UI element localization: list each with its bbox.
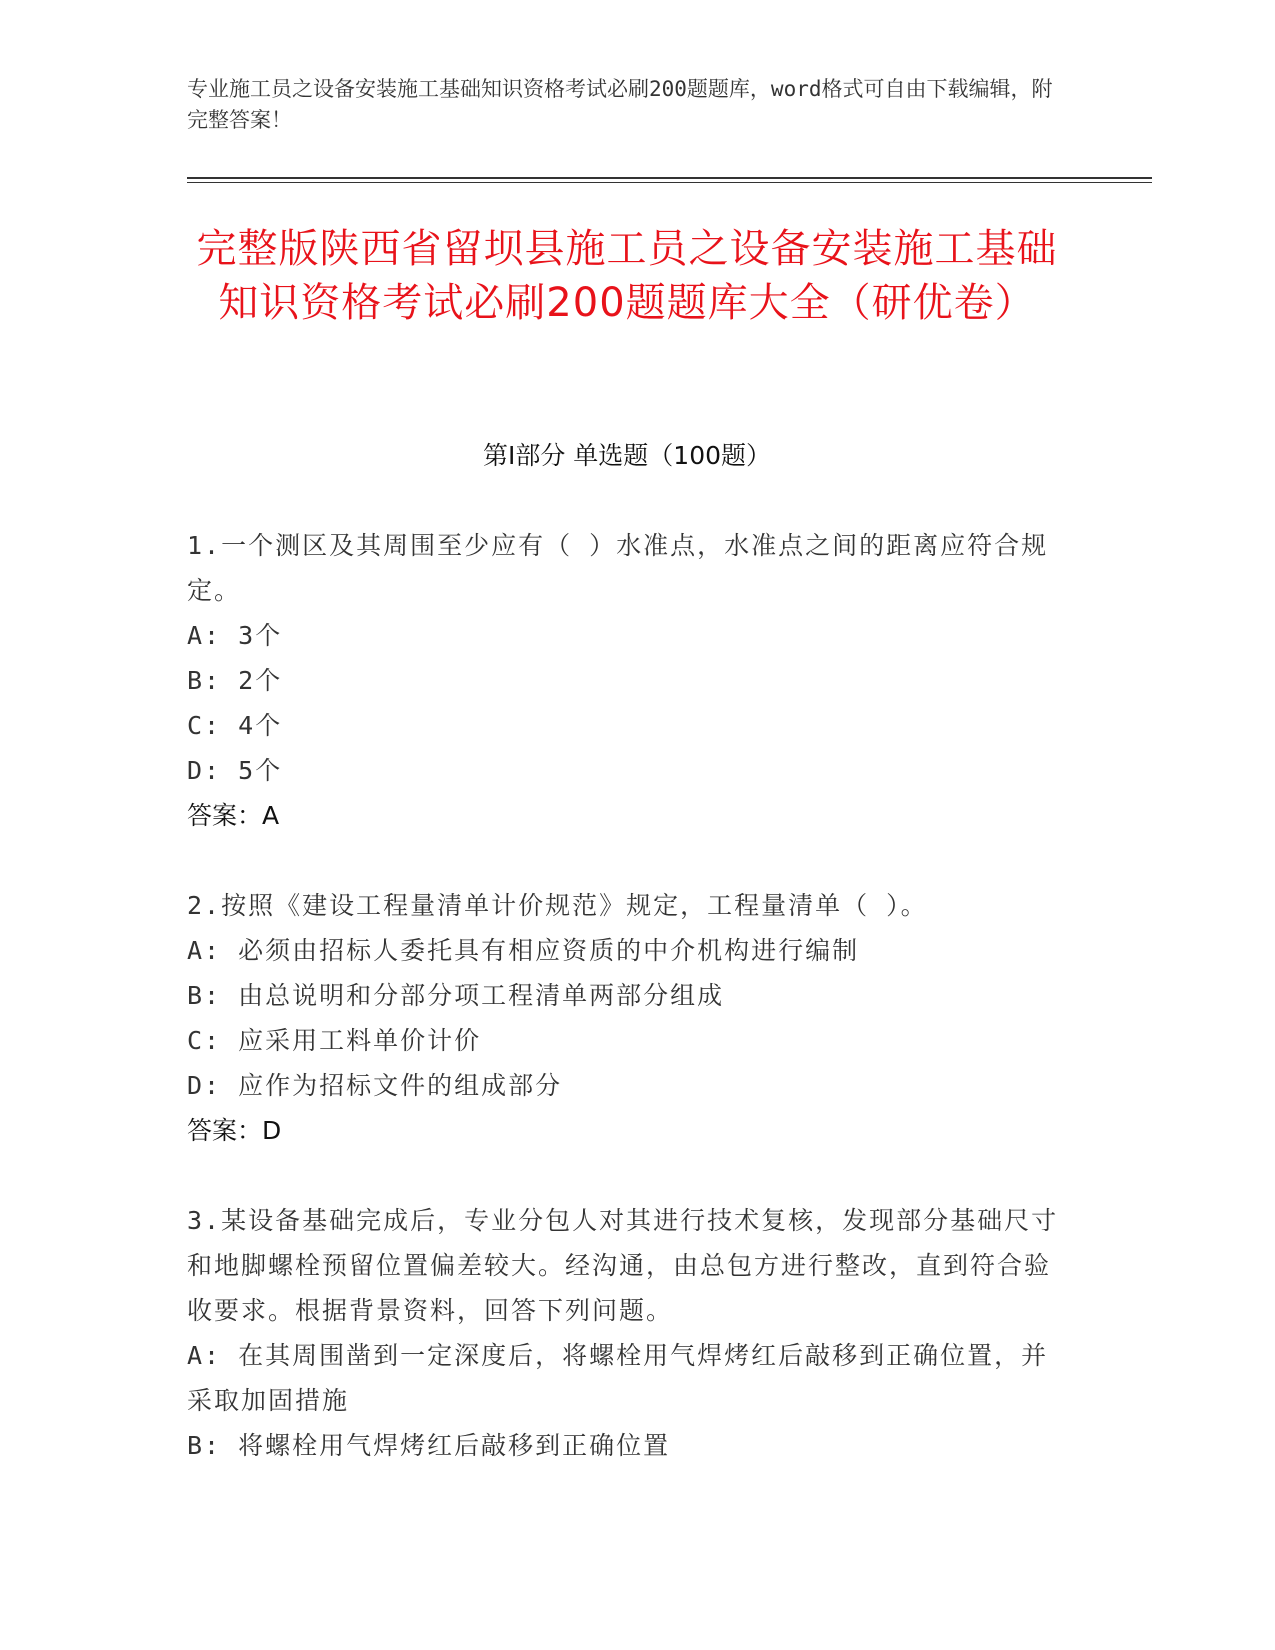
option-a: A: 必须由招标人委托具有相应资质的中介机构进行编制 [187, 936, 860, 965]
option-b: B: 由总说明和分部分项工程清单两部分组成 [187, 981, 725, 1010]
option-b: B: 2个 [187, 666, 283, 695]
option-c: C: 4个 [187, 711, 283, 740]
question-1 [187, 523, 1067, 838]
option-a: A: 3个 [187, 621, 283, 650]
answer: 答案：A [187, 801, 280, 830]
option-d: D: 应作为招标文件的组成部分 [187, 1071, 563, 1100]
question-3 [187, 1198, 1067, 1468]
option-d: D: 5个 [187, 756, 283, 785]
document-title: 完整版陕西省留坝县施工员之设备安装施工基础知识资格考试必刷200题题库大全（研优卷） [196, 226, 1058, 326]
header-rule-thin [187, 182, 1152, 183]
question-list [187, 523, 1067, 1513]
question-text: 3.某设备基础完成后，专业分包人对其进行技术复核，发现部分基础尺寸和地脚螺栓预留位置偏差较大。经沟通，由总包方进行整改，直到符合验收要求。根据背景资料，回答下列问题。 [187, 1206, 1059, 1325]
option-a: A: 在其周围凿到一定深度后，将螺栓用气焊烤红后敲移到正确位置，并采取加固措施 [187, 1341, 1049, 1415]
header-rule-thick [187, 177, 1152, 179]
option-b: B: 将螺栓用气焊烤红后敲移到正确位置 [187, 1431, 671, 1460]
option-c: C: 应采用工料单价计价 [187, 1026, 482, 1055]
section-title: 第I部分 单选题（100题） [482, 441, 772, 470]
question-2 [187, 883, 1067, 1153]
header-note: 专业施工员之设备安装施工基础知识资格考试必刷200题题库，word格式可自由下载编辑，附完整答案！ [187, 77, 1053, 132]
question-text: 2.按照《建设工程量清单计价规范》规定，工程量清单（ ）。 [187, 891, 928, 920]
answer: 答案：D [187, 1116, 282, 1145]
question-text: 1.一个测区及其周围至少应有（ ）水准点，水准点之间的距离应符合规定。 [187, 531, 1049, 605]
